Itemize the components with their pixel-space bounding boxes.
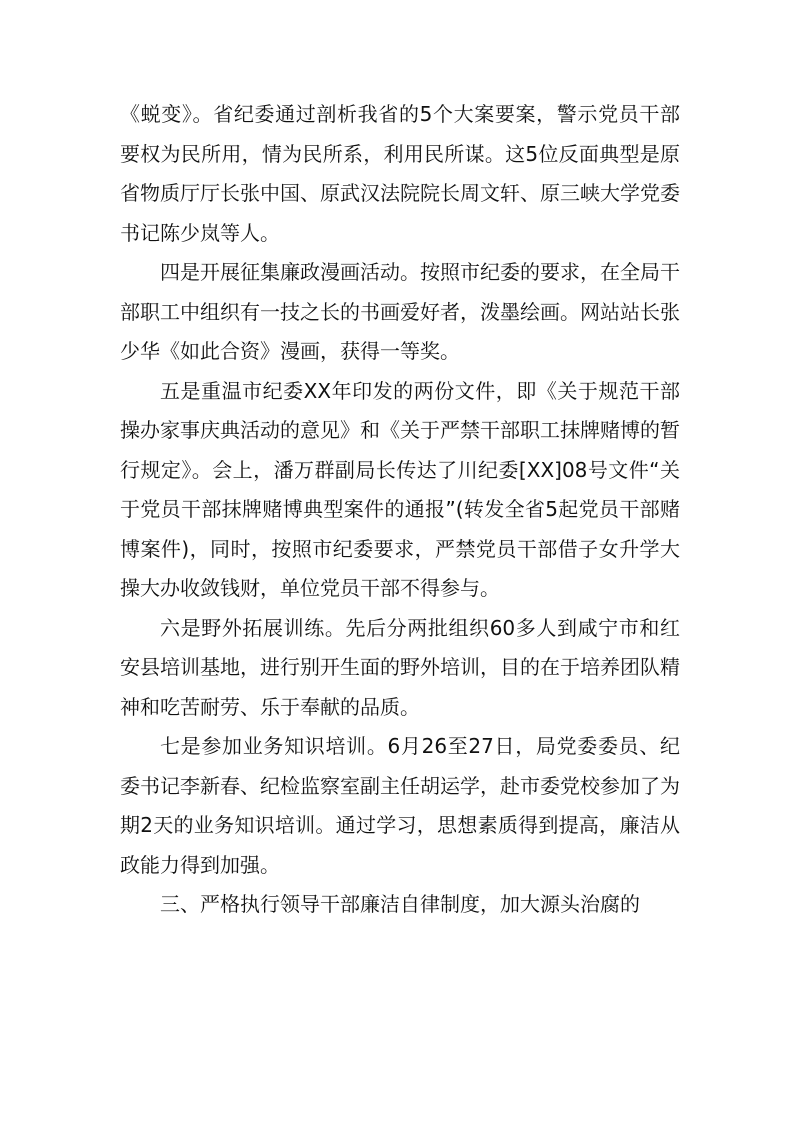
- paragraph-continuation: 《蜕变》。省纪委通过剖析我省的5个大案要案，警示党员干部要权为民所用，情为民所系，利用民所谋。这5位反面典型是原省物质厅厅长张中国、原武汉法院院长周文轩、原三峡大学党委书记陈少岚等人。: [120, 102, 680, 245]
- paragraph-item-four: 四是开展征集廉政漫画活动。按照市纪委的要求，在全局干部职工中组织有一技之长的书画爱好者，泼墨绘画。网站站长张少华《如此合资》漫画，获得一等奖。: [120, 260, 680, 363]
- paragraph-item-five: 五是重温市纪委XX年印发的两份文件，即《关于规范干部操办家事庆典活动的意见》和《关于严禁干部职工抹牌赌博的暂行规定》。会上，潘万群副局长传达了川纪委[XX]08号文件“关于党员干部抹牌赌博典型案件的通报”(转发全省5起党员干部赌博案件)，同时，按照市纪委要求，严禁党员干部借子女升学大操大办收敛钱财，单位党员干部不得参与。: [120, 378, 680, 600]
- paragraph-item-six: 六是野外拓展训练。先后分两批组织60多人到咸宁市和红安县培训基地，进行别开生面的野外培训，目的在于培养团队精神和吃苦耐劳、乐于奉献的品质。: [120, 615, 680, 719]
- section-heading-three: 三、严格执行领导干部廉洁自律制度，加大源头治腐的: [160, 892, 640, 916]
- paragraph-item-seven: 七是参加业务知识培训。6月26至27日，局党委委员、纪委书记李新春、纪检监察室副主任胡运学，赴市委党校参加了为期2天的业务知识培训。通过学习，思想素质得到提高，廉洁从政能力得到加强。: [120, 734, 680, 877]
- document-body: [120, 95, 680, 925]
